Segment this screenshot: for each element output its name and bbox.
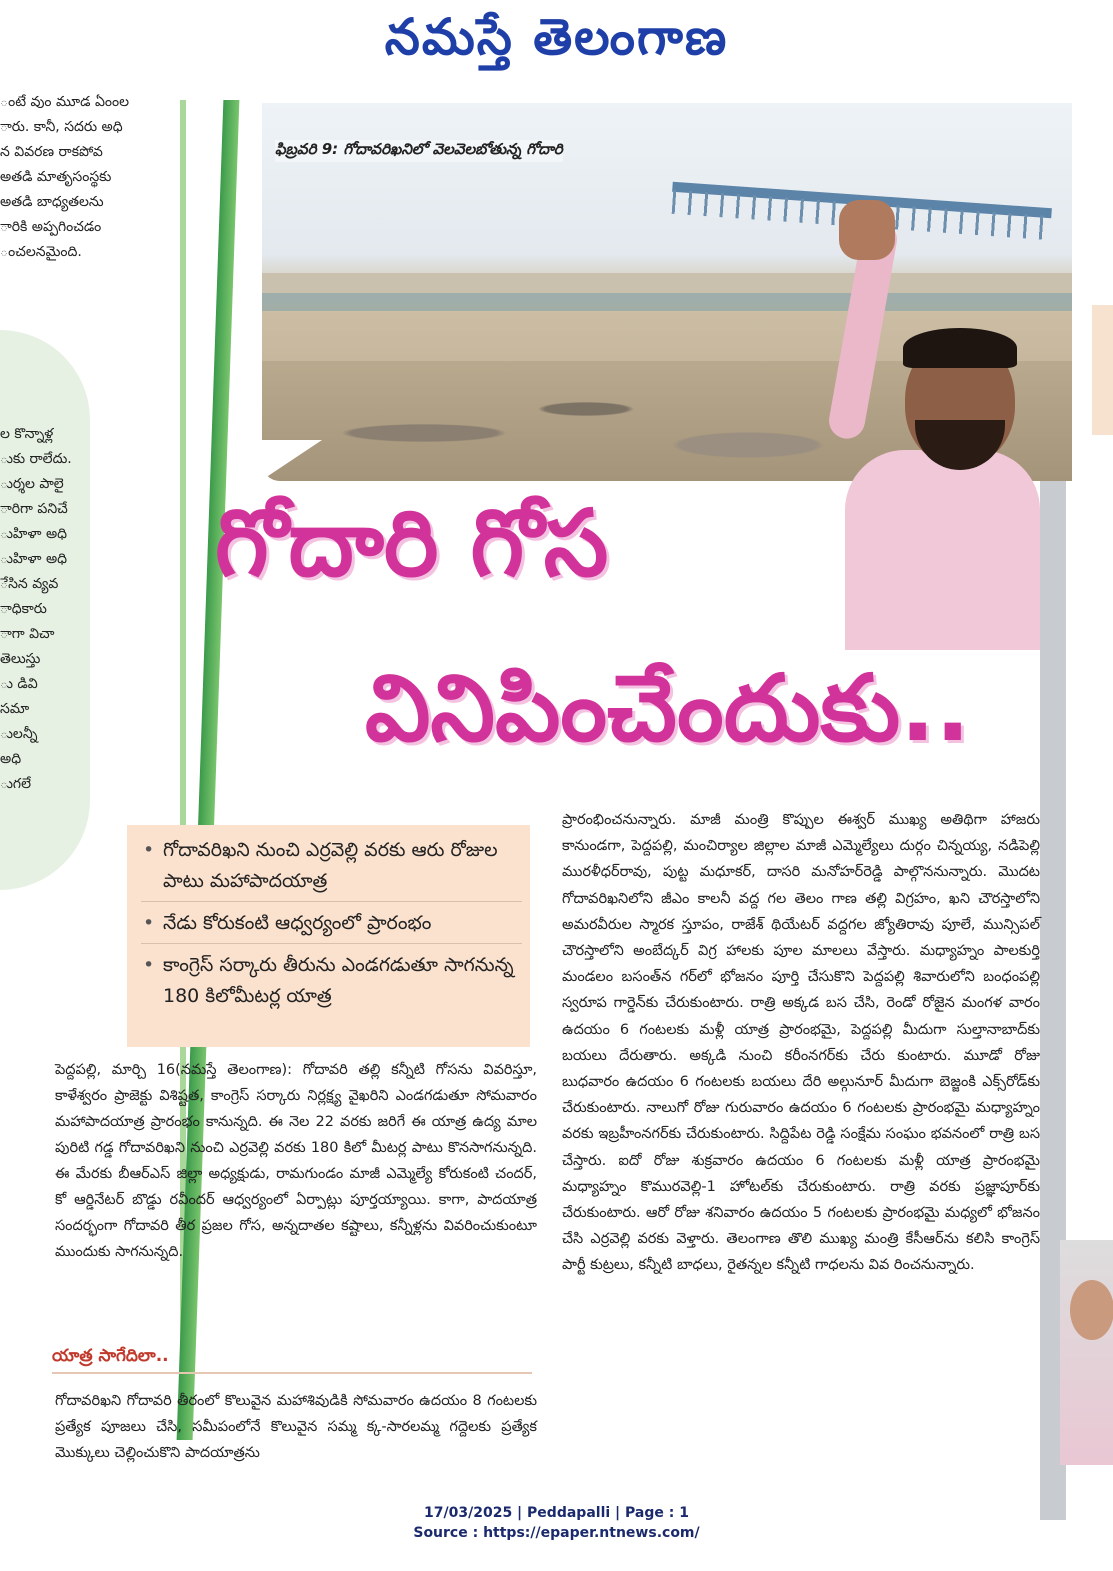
left-line: ంచలనమైంది. [0, 244, 82, 260]
left-line: తెలుస్తు [0, 651, 41, 667]
leader-photo [815, 200, 1040, 650]
hair [903, 328, 1017, 368]
inset-photo [1060, 1240, 1113, 1465]
highlight-item: • నేడు కోరుకంటి ఆధ్వర్యంలో ప్రారంభం [141, 908, 522, 944]
headline-line-1: గోదారి గోస [215, 490, 609, 597]
left-line: అతడి మాతృసంస్థకు [0, 169, 112, 185]
left-line: అతడి బాధ్యతలను [0, 194, 104, 210]
article-right-column: ప్రారంభించనున్నారు. మాజీ మంత్రి కొప్పుల ఈశ్వర్ ముఖ్య అతిథిగా హాజరు కానుండగా, పెద్దపల్లి, మంచిర్యాల జిల్లాల మాజీ ఎమ్మెల్యేలు దుర్గం చిన్నయ్య, నడిపెల్లి మురళీధర్‌రావు, పుట్ట మధూకర్, దాసరి మనోహర్‌రెడ్డి పాల్గొననున్నారు. మొదట గోదావరిఖనిలోని జీఎం కాలనీ వద్ద గల తెలం గాణ తల్లి విగ్రహం, ఖని చౌరస్తాలోని అమరవీరుల స్మారక స్తూపం, రాజేశ్ థియేటర్ వద్దగల జ్యోతిరావు పూలే, మున్సిపల్ చౌరస్తాలోని అంబేద్కర్ విగ్ర హాలకు పూల మాలలు వేస్తారు. మధ్యాహ్నం పాలకుర్తి మండలం బసంత్‌న గర్‌లో భోజనం పూర్తి చేసుకొని పెద్దపల్లి శివారులోని బంధంపల్లి స్వరూప గార్డెన్‌కు చేరుకుంటారు. రాత్రి అక్కడ బస చేసి, రెండో రోజైన మంగళ వారం ఉదయం 6 గంటలకు మళ్లీ యాత్ర ప్రారంభమై, పెద్దపల్లి మీదుగా సుల్తానాబాద్‌కు బయలు దేరుతారు. అక్కడి నుంచి కరీంనగర్‌కు చేరు కుంటారు. మూడో రోజు బుధవారం ఉదయం 6 గంటలకు బయలు దేరి అల్గునూర్ మీదుగా బెజ్జంకి ఎక్స్‌రోడ్‌కు చేరుకుంటారు. నాలుగో రోజు గురువారం ఉదయం 6 గంటలకు ప్రారంభమై మధ్యాహ్నం వరకు ఇబ్రహీంనగర్‌కు చేరుకుంటారు. సిద్దిపేట రెడ్డి సంక్షేమ సంఘం భవనంలో రాత్రి బస చేస్తారు. ఐదో రోజు శుక్రవారం ఉదయం 6 గంటలకు మళ్లీ యాత్ర ప్రారంభమై మధ్యాహ్నం కొమురవెల్లి-1 హోటల్‌కు చేరుకుంటారు. రాత్రి వరకు ప్రజ్ఞాపూర్‌కు చేరుకుంటారు. ఆరో రోజు శనివారం ఉదయం 5 గంటలకు ప్రారంభమై మధ్యలో భోజనం చేసి ఎర్రవెల్లి వరకు వెళ్తారు. తెలంగాణ తొలి ముఖ్య మంత్రి కేసీఆర్‌ను కలిసి కాంగ్రెస్ పార్టీ కుట్రలు, కన్నీటి బాధలు, రైతన్నల కన్నీటి గాధలను వివ రించనున్నారు. [562, 812, 1040, 1274]
newspaper-title: నమస్తే తెలంగాణ [384, 8, 729, 66]
left-line: ుహిళా అధి [0, 551, 68, 567]
left-line: ు డివి [0, 676, 38, 692]
right-edge-tab [1092, 305, 1113, 435]
left-line: సమా [0, 701, 30, 717]
left-line: అధి [0, 751, 22, 767]
highlight-item: • గోదావరిఖని నుంచి ఎర్రవెల్లి వరకు ఆరు రోజుల పాటు మహాపాదయాత్ర [141, 835, 522, 902]
left-column-bottom [0, 422, 72, 797]
page-footer [0, 1503, 1113, 1543]
pink-shirt [845, 450, 1040, 650]
left-line: ారు. కానీ, సదరు అధి [0, 119, 123, 135]
left-column-top [0, 90, 200, 265]
left-line: ేసిన వ్యవ [0, 576, 59, 592]
left-line: ల కొన్నాళ్ల [0, 426, 54, 442]
masthead [0, 0, 1113, 80]
left-line: ుగలే [0, 776, 32, 792]
photo-caption: ఫిబ్రవరి 9: గోదావరిఖనిలో వెలవెలబోతున్న గోదారి [275, 140, 563, 162]
highlights-box [127, 825, 530, 1047]
footer-date-line: 17/03/2025 | Peddapalli | Page : 1 [424, 1505, 689, 1521]
article-paragraph-2: గోదావరిఖని గోదావరి తీరంలో కొలువైన మహాశివుడికి సోమవారం ఉదయం 8 గంటలకు ప్రత్యేక పూజలు చేసి, సమీపంలోనే కొలువైన సమ్మ క్క-సారలమ్మ గద్దెలకు ప్రత్యేక మొక్కులు చెల్లించుకొని పాదయాత్రను [55, 1393, 537, 1461]
section-subhead: యాత్ర సాగేదిలా.. [52, 1346, 532, 1374]
left-line: ుహిళా అధి [0, 526, 68, 542]
left-line: ంటే వుం మూడ ఏంంల [0, 94, 130, 110]
left-line: ాగా విచా [0, 626, 55, 642]
footer-source-link[interactable]: Source : https://epaper.ntnews.com/ [413, 1525, 700, 1541]
inset-face [1070, 1280, 1113, 1340]
left-line: ుర్శల పాలై [0, 476, 64, 492]
article-intro: పెద్దపల్లి, మార్చి 16(నమస్తే తెలంగాణ): గోదావరి తల్లి కన్నీటి గోసను వివరిస్తూ, కాళేశ్వరం ప్రాజెక్టు విశిష్టత, కాంగ్రెస్ సర్కారు నిర్లక్ష్య వైఖరిని ఎండగడుతూ సోమవారం మహాపాదయాత్ర ప్రారంభం కానున్నది. ఈ నెల 22 వరకు జరిగే ఈ యాత్ర ఉద్య మాల పురిటి గడ్డ గోదావరిఖని నుంచి ఎర్రవెల్లి వరకు 180 కిలో మీటర్ల పాటు కొనసాగనున్నది. ఈ మేరకు బీఆర్ఎస్ జిల్లా అధ్యక్షుడు, రామగుండం మాజీ ఎమ్మెల్యే కోరుకంటి చందర్, కో ఆర్డినేటర్ బొడ్డు రవీందర్ ఆధ్వర్యంలో ఏర్పాట్లు పూర్తయ్యాయి. కాగా, పాదయాత్ర సందర్భంగా గోదావరి తీర ప్రజల గోస, అన్నదాతల కష్టాలు, కన్నీళ్లను వివరించుకుంటూ ముందుకు సాగనున్నది. [55, 1062, 537, 1260]
left-line: ారిగా పనిచే [0, 501, 68, 517]
left-column-text [0, 90, 200, 890]
left-line: ారికి అప్పగించడం [0, 219, 102, 235]
highlight-item: • కాంగ్రెస్ సర్కారు తీరును ఎండగడుతూ సాగనున్న 180 కిలోమీటర్ల యాత్ర [141, 950, 522, 1016]
left-line: ుకు రాలేదు. [0, 451, 72, 467]
left-line: న వివరణ రాకపోవ [0, 144, 103, 160]
headline-line-2: వినిపించేందుకు.. [365, 655, 971, 762]
raised-fist [839, 200, 895, 260]
left-line: ాధికారు [0, 601, 47, 617]
left-line: ులన్నీ [0, 726, 38, 742]
